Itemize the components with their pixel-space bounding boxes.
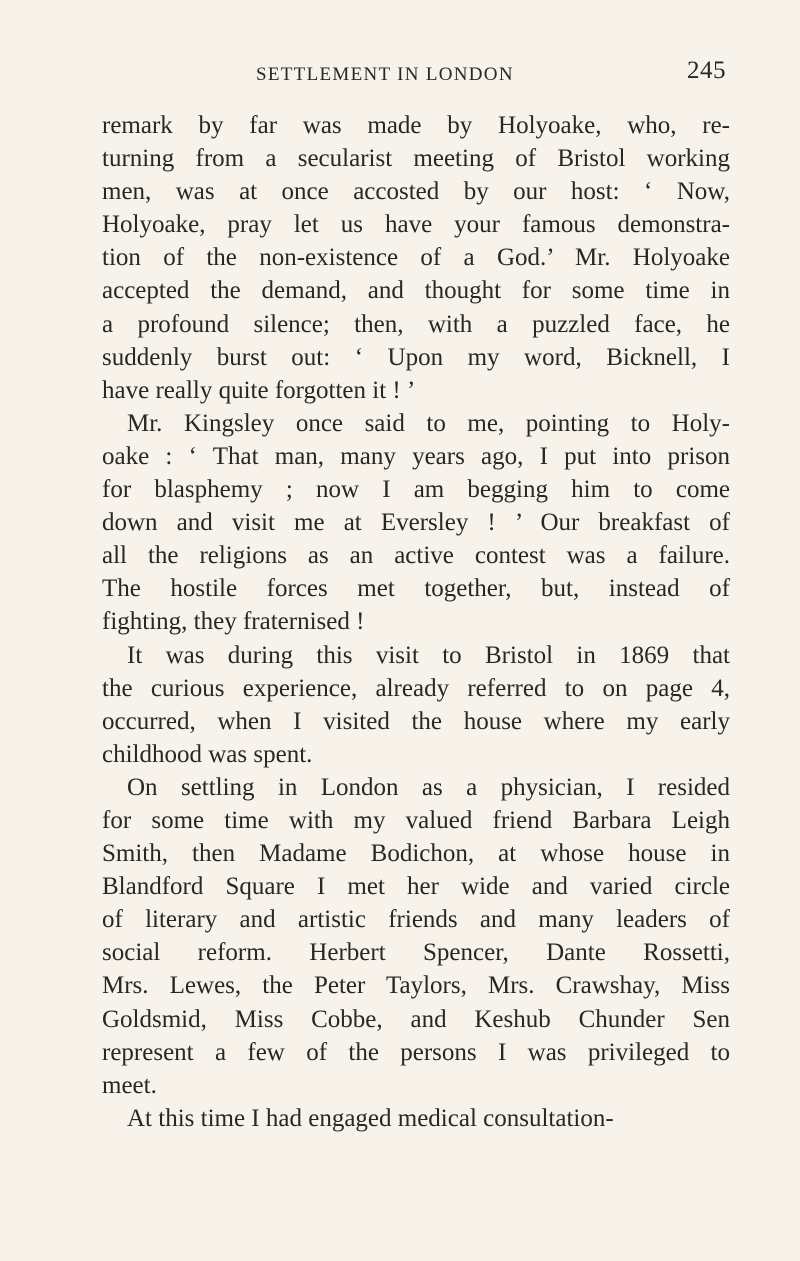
text-line: of literary and artistic friends and many leaders of — [102, 906, 730, 934]
text-line: represent a few of the persons I was privileged to — [102, 1038, 730, 1066]
running-title: SETTLEMENT IN LONDON — [256, 64, 514, 85]
text-line: oake : ‘ That man, many years ago, I put into prison — [102, 442, 730, 470]
text-line: occurred, when I visited the house where my early — [102, 707, 730, 735]
text-line: tion of the non-existence of a God.’ Mr. Holyoake — [102, 244, 730, 272]
page-number: 245 — [687, 57, 726, 84]
text-line: On settling in London as a physician, I resided — [127, 773, 730, 801]
text-line: Blandford Square I met her wide and varied circle — [102, 873, 730, 901]
text-line: It was during this visit to Bristol in 1869 that — [127, 641, 730, 669]
text-line: for blasphemy ; now I am begging him to come — [102, 476, 730, 504]
text-line: the curious experience, already referred to on page 4, — [102, 674, 730, 702]
text-line: Goldsmid, Miss Cobbe, and Keshub Chunder Sen — [102, 1005, 730, 1033]
text-line: for some time with my valued friend Barbara Leigh — [102, 806, 730, 834]
running-head — [256, 58, 726, 92]
text-line: a profound silence; then, with a puzzled face, he — [102, 310, 730, 338]
text-line: men, was at once accosted by our host: ‘ Now, — [102, 178, 730, 206]
text-line: Smith, then Madame Bodichon, at whose house in — [102, 840, 730, 868]
text-line: Mr. Kingsley once said to me, pointing to Holy- — [127, 409, 730, 437]
text-line: The hostile forces met together, but, instead of — [102, 575, 730, 603]
text-line: Holyoake, pray let us have your famous demonstra- — [102, 211, 730, 239]
text-line: childhood was spent. — [102, 740, 313, 768]
text-line: fighting, they fraternised ! — [102, 608, 365, 636]
text-line: Mrs. Lewes, the Peter Taylors, Mrs. Crawshay, Miss — [102, 972, 730, 1000]
text-line: have really quite forgotten it ! ’ — [102, 376, 416, 404]
text-line: social reform. Herbert Spencer, Dante Rossetti, — [102, 939, 730, 967]
body-text — [102, 109, 730, 1135]
text-line: turning from a secularist meeting of Bristol working — [102, 145, 730, 173]
text-line: At this time I had engaged medical consultation- — [127, 1104, 614, 1132]
text-line: suddenly burst out: ‘ Upon my word, Bicknell, I — [102, 343, 730, 371]
text-line: meet. — [102, 1071, 157, 1099]
text-line: all the religions as an active contest was a failure. — [102, 542, 730, 570]
text-line: accepted the demand, and thought for some time in — [102, 277, 730, 305]
text-line: remark by far was made by Holyoake, who, re- — [102, 112, 730, 139]
text-line: down and visit me at Eversley ! ’ Our breakfast of — [102, 509, 730, 537]
